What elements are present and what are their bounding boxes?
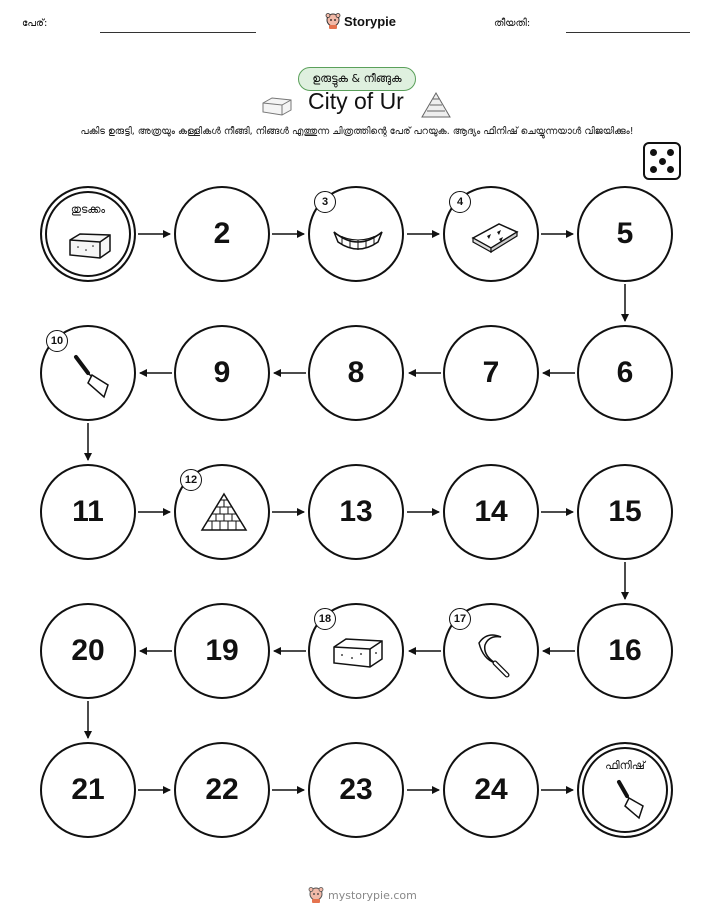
board-space-21[interactable] bbox=[40, 742, 136, 838]
name-label: പേര്: bbox=[22, 18, 48, 29]
space-number: 20 bbox=[71, 634, 105, 667]
footer-url[interactable]: mystorypie.com bbox=[328, 888, 417, 902]
start-label: തുടക്കം bbox=[70, 203, 106, 216]
picture-space-number: 3 bbox=[314, 191, 336, 213]
board-space-11[interactable] bbox=[40, 464, 136, 560]
board-space-13[interactable] bbox=[308, 464, 404, 560]
page-title: City of Ur bbox=[308, 88, 404, 114]
space-number: 8 bbox=[347, 356, 365, 389]
board-space-16[interactable] bbox=[577, 603, 673, 699]
brick-icon bbox=[330, 625, 386, 681]
space-number: 16 bbox=[608, 634, 642, 667]
space-number: 14 bbox=[474, 495, 508, 528]
picture-space-number: 18 bbox=[314, 608, 336, 630]
brand-name: Storypie bbox=[344, 13, 397, 29]
finish-label: ഫിനിഷ് bbox=[605, 759, 645, 772]
space-number: 22 bbox=[205, 773, 239, 806]
space-number: 11 bbox=[72, 495, 104, 528]
board-space-19[interactable] bbox=[174, 603, 270, 699]
space-number: 23 bbox=[339, 773, 373, 806]
space-number: 9 bbox=[213, 356, 231, 389]
board-space-5[interactable] bbox=[577, 186, 673, 282]
clay-tablet-icon bbox=[465, 208, 521, 264]
picture-space-number: 12 bbox=[180, 469, 202, 491]
boat-icon bbox=[330, 208, 386, 264]
board-space-2[interactable] bbox=[174, 186, 270, 282]
ziggurat-icon bbox=[196, 486, 252, 542]
sickle-icon bbox=[465, 625, 521, 681]
instructions-text: പകിട ഉരുട്ടി, അത്രയും കള്ളികൾ നീങ്ങി, നിങ്ങൾ എത്തുന്ന ചിത്രത്തിന്റെ പേര് പറയുക. ആദ്യം ഫിനിഷ് ചെയ്യുന്നയാൾ വിജയിക്കും! bbox=[80, 126, 634, 137]
space-number: 15 bbox=[608, 495, 642, 528]
board-space-24[interactable] bbox=[443, 742, 539, 838]
space-number: 6 bbox=[616, 356, 634, 389]
brick-icon bbox=[64, 222, 116, 266]
mascot-icon bbox=[308, 886, 324, 904]
board-space-14[interactable] bbox=[443, 464, 539, 560]
board-space-8[interactable] bbox=[308, 325, 404, 421]
space-number: 2 bbox=[213, 217, 231, 250]
board-space-6[interactable] bbox=[577, 325, 673, 421]
space-number: 19 bbox=[205, 634, 239, 667]
board-space-23[interactable] bbox=[308, 742, 404, 838]
picture-space-number: 4 bbox=[449, 191, 471, 213]
trowel-icon bbox=[601, 778, 653, 822]
space-number: 7 bbox=[482, 356, 500, 389]
board-space-20[interactable] bbox=[40, 603, 136, 699]
game-type-badge: ഉരുട്ടുക & നീങ്ങുക bbox=[298, 67, 416, 91]
space-number: 13 bbox=[339, 495, 373, 528]
space-number: 24 bbox=[474, 773, 508, 806]
picture-space-number: 10 bbox=[46, 330, 68, 352]
start-space[interactable] bbox=[40, 186, 136, 282]
space-number: 21 bbox=[71, 773, 105, 806]
board-space-15[interactable] bbox=[577, 464, 673, 560]
board-space-7[interactable] bbox=[443, 325, 539, 421]
board-space-22[interactable] bbox=[174, 742, 270, 838]
space-number: 5 bbox=[616, 217, 634, 250]
picture-space-number: 17 bbox=[449, 608, 471, 630]
finish-space[interactable] bbox=[577, 742, 673, 838]
date-label: തീയതി: bbox=[494, 18, 531, 29]
footer bbox=[308, 886, 417, 904]
board-space-9[interactable] bbox=[174, 325, 270, 421]
trowel-icon bbox=[62, 347, 118, 403]
